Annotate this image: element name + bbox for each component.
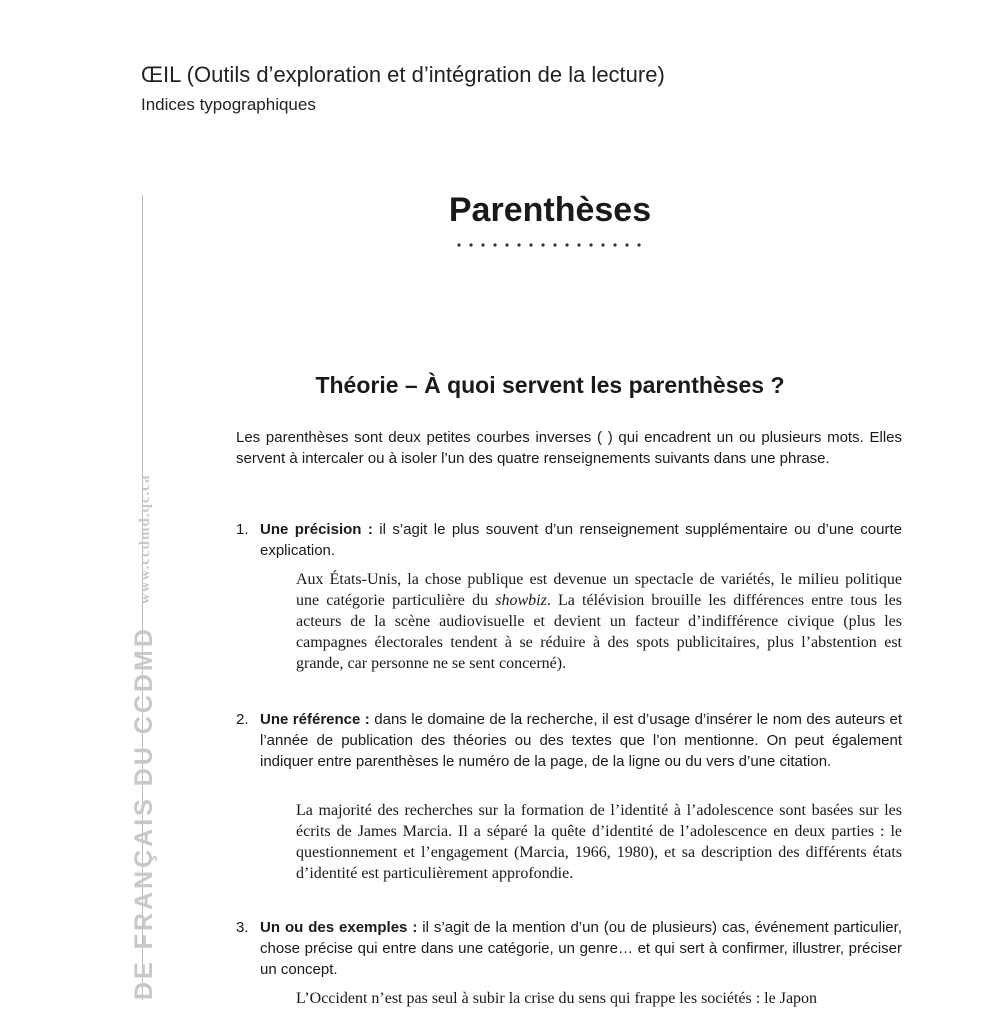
list-item-term: Une précision :: [260, 521, 373, 538]
example-quote: L’Occident n’est pas seul à subir la crise du sens qui frappe les sociétés : le Japon: [296, 990, 818, 1007]
list-item-number: 3.: [236, 919, 249, 936]
intro-paragraph: Les parenthèses sont deux petites courbes inverses ( ) qui encadrent un ou plusieurs mots. Elles servent à intercaler ou à isoler l’un des quatre renseignements suivants dans une phrase.: [236, 429, 902, 467]
example-quote-text: Aux États-Unis, la chose publique est devenue un spectacle de variétés, le milieu politique une catégorie particulière du: [296, 571, 902, 609]
example-quote-italic: showbiz: [495, 592, 547, 609]
list-item-term: Une référence :: [260, 711, 370, 728]
title-dotted-rule: [453, 243, 645, 247]
list-item-term: Un ou des exemples :: [260, 919, 418, 936]
list-item-body: [260, 917, 902, 980]
document-header-subtitle: Indices typographiques: [141, 95, 316, 114]
sidebar-url: www.ccdmd.qc.ca: [137, 474, 153, 605]
list-item-text: il s’agit le plus souvent d’un renseignement supplémentaire ou d’une courte explication.: [260, 521, 902, 559]
list-item-body: [260, 519, 902, 561]
example-quote: [296, 569, 902, 674]
list-item-text: dans le domaine de la recherche, il est d’usage d’insérer le nom des auteurs et l’année de publication des théories ou des textes que l’on mentionne. On peut également indiquer entre parenthèses le numéro de la page, de la ligne ou du vers d’une citation.: [260, 711, 902, 770]
list-item-examples: [236, 917, 902, 980]
list-item-number: 2.: [236, 711, 249, 728]
sidebar-watermark: [130, 475, 159, 1000]
list-item-number: 1.: [236, 521, 249, 538]
document-header-title: ŒIL (Outils d’exploration et d’intégration de la lecture): [141, 62, 665, 87]
list-item-body: [260, 709, 902, 772]
list-item-reference: [236, 709, 902, 772]
example-quote: La majorité des recherches sur la formation de l’identité à l’adolescence sont basées sur les écrits de James Marcia. Il a séparé la quête d’identité de l’adolescence en deux parties : le questionnement et l’engagement (Marcia, 1966, 1980), et sa description des différents états d’identité est particulièrement approfondie.: [296, 802, 902, 882]
sidebar-brand: DE FRANÇAIS DU CCDMD: [130, 626, 158, 1000]
page-title: Parenthèses: [448, 191, 652, 229]
section-heading: Théorie – À quoi servent les parenthèses ?: [315, 372, 785, 398]
example-quote-text: . La télévision brouille les différences entre tous les acteurs de la scène audiovisuelle et devient un facteur d’indifférence civique (plus les campagnes électorales tendent à se réduire à des spots publicitaires, plus l’abstention est grande, car personne ne se sent concerné).: [296, 592, 902, 672]
list-item-text: il s’agit de la mention d’un (ou de plusieurs) cas, événement particulier, chose précise qui entre dans une catégorie, un genre… et qui sert à confirmer, illustrer, préciser un concept.: [260, 919, 902, 978]
list-item-precision: [236, 519, 902, 561]
